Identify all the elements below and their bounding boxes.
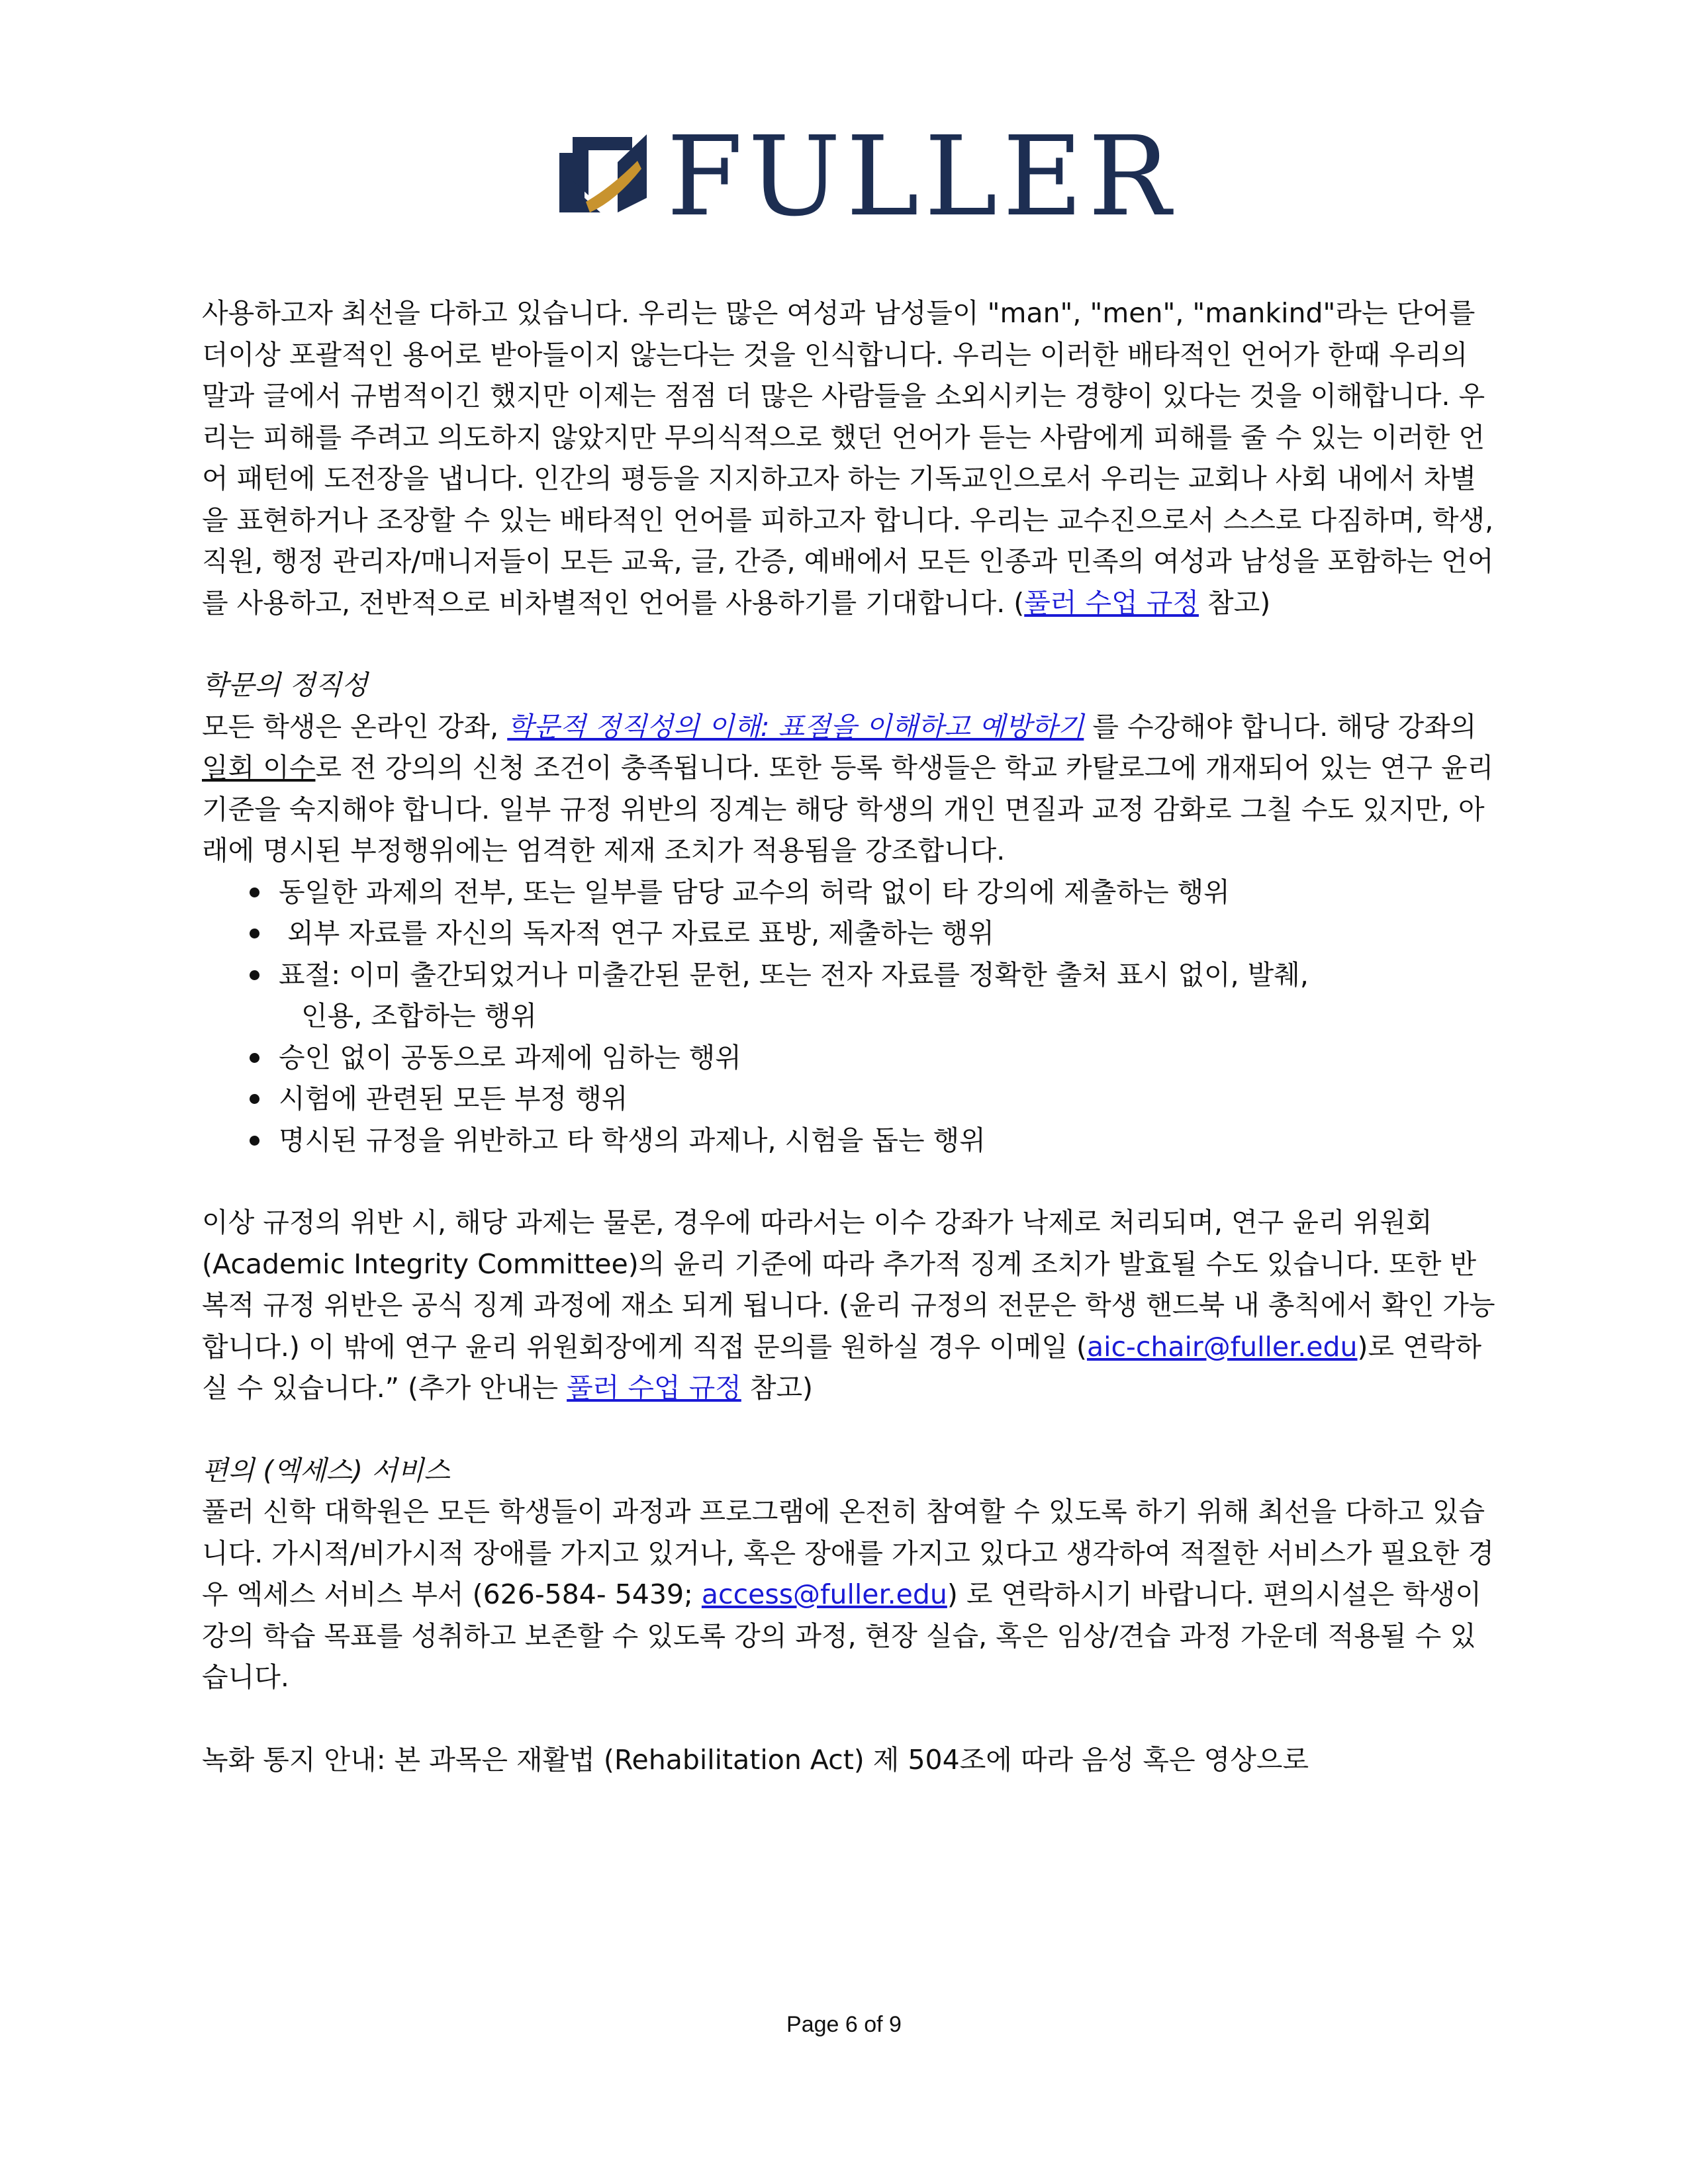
- list-item: 동일한 과제의 전부, 또는 일부를 담당 교수의 허락 없이 타 강의에 제출하는 행위: [250, 872, 1499, 913]
- violation-paragraph: 이상 규정의 위반 시, 해당 과제는 물론, 경우에 따라서는 이수 강좌가 낙제로 처리되며, 연구 윤리 위원회 (Academic Integrity Committee)의 윤리 기준에 따라 추가적 징계 조치가 발효될 수도 있습니다. 또한 반복적 규정 위반은 공식 징계 과정에 재소 되게 됩니다. (윤리 규정의 전문은 학생 핸드북 내 총칙에서 확인 가능합니다.) 이 밖에 연구 윤리 위원회장에게 직접 문의를 원하실 경우 이메일 (aic-chair@fuller.edu)로 연락하실 수 있습니다.” (추가 안내는 풀러 수업 규정 참고): [202, 1206, 1495, 1404]
- fuller-policy-link-2[interactable]: 풀러 수업 규정: [567, 1372, 741, 1404]
- access-email-link[interactable]: access@fuller.edu: [701, 1578, 947, 1610]
- list-item: 승인 없이 공동으로 과제에 임하는 행위: [250, 1037, 1499, 1079]
- recording-notice: 녹화 통지 안내: 본 과목은 재활법 (Rehabilitation Act) 제 504조에 따라 음성 혹은 영상으로: [202, 1743, 1309, 1776]
- access-paragraph: 풀러 신학 대학원은 모든 학생들이 과정과 프로그램에 온전히 참여할 수 있도록 하기 위해 최선을 다하고 있습니다. 가시적/비가시적 장애를 가지고 있거나, 혹은 장애를 가지고 있다고 생각하여 적절한 서비스가 필요한 경우 엑세스 서비스 부서 (626-584- 5439; access@fuller.edu) 로 연락하시기 바랍니다. 편의시설은 학생이 강의 학습 목표를 성취하고 보존할 수 있도록 강의 과정, 현장 실습, 혹은 임상/견습 과정 가운데 적용될 수 있습니다.: [202, 1496, 1494, 1693]
- aic-chair-email-link[interactable]: aic-chair@fuller.edu: [1086, 1330, 1358, 1363]
- academic-integrity-course-link[interactable]: 학문적 정직성의 이해: 표절을 이해하고 예방하기: [507, 710, 1084, 743]
- one-time-completion-text: 일회 이수: [202, 752, 316, 784]
- list-item: 시험에 관련된 모든 부정 행위: [250, 1078, 1499, 1120]
- document-body: [202, 293, 1499, 1780]
- book-emblem-icon: [559, 134, 647, 220]
- list-item: 명시된 규정을 위반하고 타 학생의 과제나, 시험을 돕는 행위: [250, 1120, 1499, 1161]
- page-number: Page 6 of 9: [786, 2012, 902, 2037]
- fuller-logo: [559, 113, 1176, 241]
- list-item: 외부 자료를 자신의 독자적 연구 자료로 표방, 제출하는 행위: [250, 913, 1499, 954]
- list-item: 표절: 이미 출간되었거나 미출간된 문헌, 또는 전자 자료를 정확한 출처 표시 없이, 발췌, 인용, 조합하는 행위: [250, 954, 1499, 1037]
- fuller-policy-link[interactable]: 풀러 수업 규정: [1024, 586, 1199, 619]
- access-heading: 편의 (엑세스) 서비스: [202, 1454, 450, 1486]
- integrity-paragraph: 모든 학생은 온라인 강좌, 학문적 정직성의 이해: 표절을 이해하고 예방하기 를 수강해야 합니다. 해당 강좌의 일회 이수로 전 강의의 신청 조건이 충족됩니다. 또한 등록 학생들은 학교 카탈로그에 개재되어 있는 연구 윤리 기준을 숙지해야 합니다. 일부 규정 위반의 징계는 해당 학생의 개인 면질과 교정 감화로 그칠 수도 있지만, 아래에 명시된 부정행위에는 엄격한 제재 조치가 적용됨을 강조합니다.: [202, 710, 1494, 866]
- intro-paragraph: 사용하고자 최선을 다하고 있습니다. 우리는 많은 여성과 남성들이 "man", "men", "mankind"라는 단어를 더이상 포괄적인 용어로 받아들이지 않는다는 것을 인식합니다. 우리는 이러한 배타적인 언어가 한때 우리의 말과 글에서 규범적이긴 했지만 이제는 점점 더 많은 사람들을 소외시키는 경향이 있다는 것을 이해합니다. 우리는 피해를 주려고 의도하지 않았지만 무의식적으로 했던 언어가 듣는 사람에게 피해를 줄 수 있는 이러한 언어 패턴에 도전장을 냅니다. 인간의 평등을 지지하고자 하는 기독교인으로서 우리는 교회나 사회 내에서 차별을 표현하거나 조장할 수 있는 배타적인 언어를 피하고자 합니다. 우리는 교수진으로서 스스로 다짐하며, 학생, 직원, 행정 관리자/매니저들이 모든 교육, 글, 간증, 예배에서 모든 인종과 민족의 여성과 남성을 포함하는 언어를 사용하고, 전반적으로 비차별적인 언어를 사용하기를 기대합니다. (풀러 수업 규정 참고): [202, 297, 1494, 619]
- logo-wordmark: FULLER: [667, 113, 1176, 241]
- integrity-heading: 학문의 정직성: [202, 669, 368, 701]
- misconduct-list: [202, 872, 1499, 1161]
